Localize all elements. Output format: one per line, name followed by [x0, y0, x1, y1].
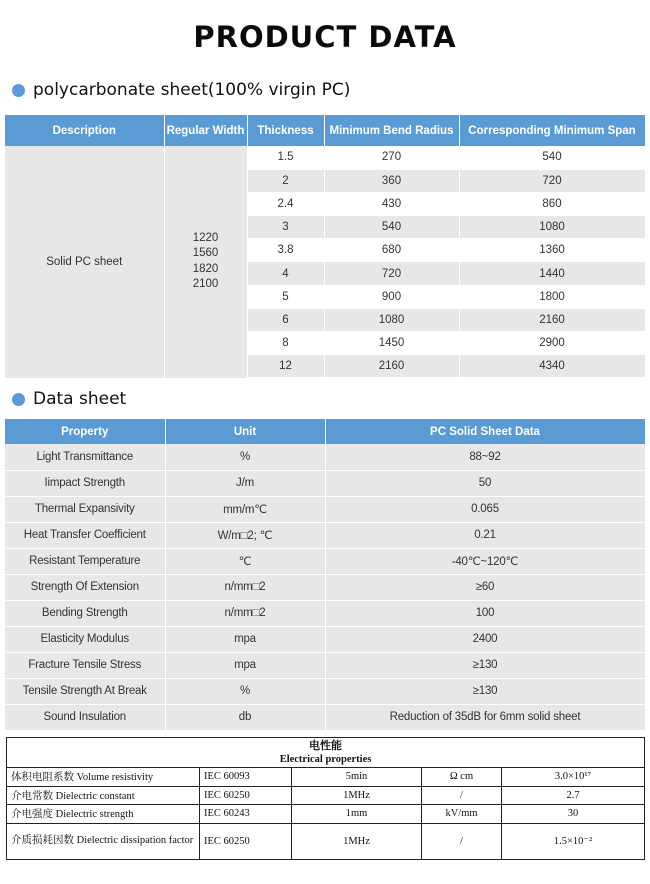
width-value: 1560 — [192, 247, 219, 260]
section-heading-data-sheet — [12, 389, 126, 409]
unit-cell: J/m — [165, 470, 325, 496]
table-row — [7, 786, 645, 805]
thickness-cell: 5 — [247, 285, 324, 308]
value-cell: 88~92 — [325, 444, 645, 470]
table-row — [7, 805, 645, 824]
unit-cell: W/m□2; ℃ — [165, 522, 325, 548]
value-cell: Reduction of 35dB for 6mm solid sheet — [325, 704, 645, 730]
value-cell: ≥130 — [325, 678, 645, 704]
standard-cell: IEC 60250 — [200, 786, 292, 805]
table-caption-row — [7, 738, 645, 768]
table-row — [5, 496, 645, 522]
min-span-cell: 2900 — [459, 332, 645, 355]
table-row — [5, 678, 645, 704]
min-span-cell: 4340 — [459, 355, 645, 378]
property-cell: 体积电阻系数 Volume resistivity — [7, 768, 200, 787]
condition-cell: 1mm — [292, 805, 422, 824]
data-sheet-table — [5, 419, 646, 731]
bend-radius-cell: 720 — [324, 262, 459, 285]
unit-cell: / — [422, 786, 502, 805]
unit-cell: n/mm□2 — [165, 600, 325, 626]
value-cell: 100 — [325, 600, 645, 626]
thickness-cell: 3.8 — [247, 239, 324, 262]
bend-radius-cell: 1080 — [324, 308, 459, 331]
bend-radius-cell: 680 — [324, 239, 459, 262]
thickness-cell: 6 — [247, 308, 324, 331]
bend-radius-cell: 430 — [324, 192, 459, 215]
table-row — [5, 574, 645, 600]
unit-cell: mm/m℃ — [165, 496, 325, 522]
property-cell: 介质损耗因数 Dielectric dissipation factor — [7, 823, 200, 859]
column-header: Property — [5, 419, 165, 444]
unit-cell: % — [165, 444, 325, 470]
table-row — [5, 548, 645, 574]
electrical-properties-table — [6, 737, 645, 860]
property-cell: Light Transmittance — [5, 444, 165, 470]
thickness-cell: 2.4 — [247, 192, 324, 215]
table-row — [5, 146, 645, 169]
table-row — [7, 823, 645, 859]
property-cell: Thermal Expansivity — [5, 496, 165, 522]
column-header: Unit — [165, 419, 325, 444]
condition-cell: 1MHz — [292, 823, 422, 859]
unit-cell: Ω cm — [422, 768, 502, 787]
min-span-cell: 860 — [459, 192, 645, 215]
property-cell: Fracture Tensile Stress — [5, 652, 165, 678]
thickness-cell: 12 — [247, 355, 324, 378]
thickness-cell: 2 — [247, 169, 324, 192]
width-value: 1220 — [192, 231, 219, 244]
property-cell: Tensile Strength At Break — [5, 678, 165, 704]
value-cell: 0.21 — [325, 522, 645, 548]
min-span-cell: 720 — [459, 169, 645, 192]
width-value: 1820 — [192, 262, 219, 275]
bend-radius-cell: 360 — [324, 169, 459, 192]
min-span-cell: 2160 — [459, 308, 645, 331]
unit-cell: n/mm□2 — [165, 574, 325, 600]
unit-cell: db — [165, 704, 325, 730]
column-header: Thickness — [247, 115, 324, 146]
min-span-cell: 540 — [459, 146, 645, 169]
page-title: PRODUCT DATA — [193, 20, 457, 54]
property-cell: Sound Insulation — [5, 704, 165, 730]
property-cell: Strength Of Extension — [5, 574, 165, 600]
table-row — [5, 626, 645, 652]
bend-radius-table — [5, 115, 646, 378]
thickness-cell: 8 — [247, 332, 324, 355]
min-span-cell: 1800 — [459, 285, 645, 308]
value-cell: 30 — [502, 805, 645, 824]
column-header: Minimum Bend Radius — [324, 115, 459, 146]
table-header-row — [5, 115, 645, 146]
value-cell: 50 — [325, 470, 645, 496]
thickness-cell: 1.5 — [247, 146, 324, 169]
description-cell: Solid PC sheet — [5, 146, 164, 378]
table-row — [5, 600, 645, 626]
section-heading-pc-sheet — [12, 80, 350, 100]
value-cell: ≥130 — [325, 652, 645, 678]
table-caption — [7, 738, 645, 768]
table-header-row — [5, 419, 645, 444]
unit-cell: mpa — [165, 626, 325, 652]
unit-cell: kV/mm — [422, 805, 502, 824]
property-cell: Bending Strength — [5, 600, 165, 626]
property-cell: Resistant Temperature — [5, 548, 165, 574]
bend-radius-cell: 1450 — [324, 332, 459, 355]
value-cell: 0.065 — [325, 496, 645, 522]
min-span-cell: 1440 — [459, 262, 645, 285]
table-row — [5, 444, 645, 470]
unit-cell: % — [165, 678, 325, 704]
property-cell: 介电强度 Dielectric strength — [7, 805, 200, 824]
column-header: Corresponding Minimum Span — [459, 115, 645, 146]
bend-radius-cell: 540 — [324, 216, 459, 239]
table-row — [5, 652, 645, 678]
section-heading-text: Data sheet — [33, 389, 127, 409]
caption-chinese: 电性能 — [309, 740, 343, 752]
standard-cell: IEC 60250 — [200, 823, 292, 859]
min-span-cell: 1360 — [459, 239, 645, 262]
table-row — [5, 522, 645, 548]
property-cell: Elasticity Modulus — [5, 626, 165, 652]
unit-cell: / — [422, 823, 502, 859]
value-cell: 1.5×10⁻² — [502, 823, 645, 859]
table-row — [5, 704, 645, 730]
bullet-dot-icon — [12, 393, 25, 406]
unit-cell: ℃ — [165, 548, 325, 574]
property-cell: Iimpact Strength — [5, 470, 165, 496]
unit-cell: mpa — [165, 652, 325, 678]
condition-cell: 5min — [292, 768, 422, 787]
bullet-dot-icon — [12, 84, 25, 97]
column-header: PC Solid Sheet Data — [325, 419, 645, 444]
condition-cell: 1MHz — [292, 786, 422, 805]
value-cell: 3.0×10¹⁷ — [502, 768, 645, 787]
bend-radius-cell: 900 — [324, 285, 459, 308]
property-cell: 介电常数 Dielectric constant — [7, 786, 200, 805]
caption-english: Electrical properties — [279, 754, 372, 765]
width-value: 2100 — [192, 278, 219, 291]
value-cell: 2.7 — [502, 786, 645, 805]
min-span-cell: 1080 — [459, 216, 645, 239]
value-cell: ≥60 — [325, 574, 645, 600]
property-cell: Heat Transfer Coefficient — [5, 522, 165, 548]
column-header: Description — [5, 115, 164, 146]
standard-cell: IEC 60093 — [200, 768, 292, 787]
value-cell: -40℃~120℃ — [325, 548, 645, 574]
section-heading-text: polycarbonate sheet(100% virgin PC) — [33, 80, 351, 100]
table-row — [5, 470, 645, 496]
bend-radius-cell: 270 — [324, 146, 459, 169]
table-row — [7, 768, 645, 787]
value-cell: 2400 — [325, 626, 645, 652]
column-header: Regular Width — [164, 115, 247, 146]
thickness-cell: 4 — [247, 262, 324, 285]
standard-cell: IEC 60243 — [200, 805, 292, 824]
thickness-cell: 3 — [247, 216, 324, 239]
bend-radius-cell: 2160 — [324, 355, 459, 378]
regular-width-cell — [164, 146, 247, 378]
